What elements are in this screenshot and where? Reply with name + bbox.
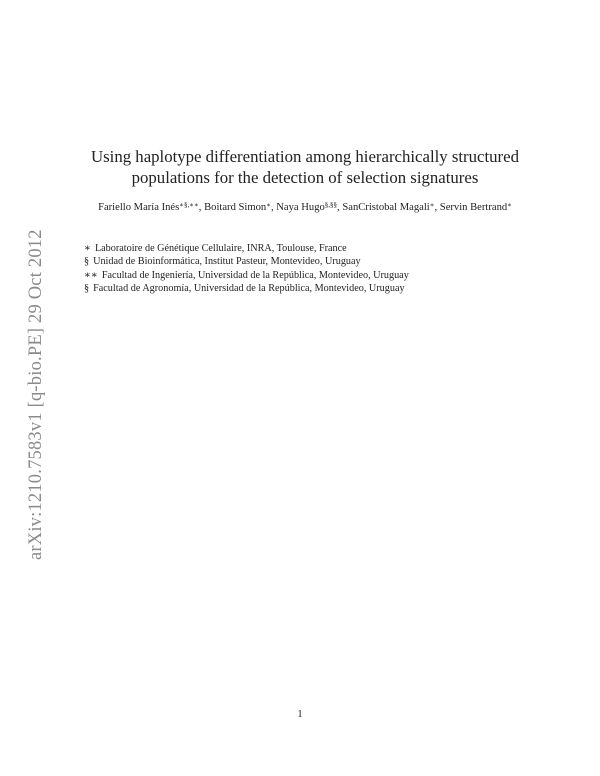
affiliation-mark: ∗∗ xyxy=(84,269,98,281)
author-list xyxy=(60,201,550,215)
affiliation-text: Unidad de Bioinformática, Institut Pasteur, Montevideo, Uruguay xyxy=(93,256,361,268)
affiliation-mark: § xyxy=(84,256,90,268)
paper-title xyxy=(60,146,550,188)
author-name: Servin Bertrand xyxy=(439,202,508,213)
author xyxy=(204,202,276,213)
author-name: SanCristobal Magali xyxy=(342,202,430,213)
affiliation-text: Facultad de Ingeniería, Universidad de la República, Montevideo, Uruguay xyxy=(101,269,409,281)
author-affiliation-marks: §,§§ xyxy=(324,201,338,209)
affiliation-text: Laboratoire de Génétique Cellulaire, INRA, Toulouse, France xyxy=(94,243,347,254)
author-name: Fariello María Inés xyxy=(98,202,180,213)
affiliation-list xyxy=(84,242,409,295)
page-number: 1 xyxy=(297,709,303,720)
affiliation-item xyxy=(84,282,409,295)
author-separator: , xyxy=(270,202,277,213)
author-affiliation-marks: ∗ xyxy=(266,201,271,209)
title-line-1: Using haplotype differentiation among hierarchically structured xyxy=(91,147,519,166)
affiliation-item xyxy=(84,242,409,255)
affiliation-mark: § xyxy=(84,282,90,294)
affiliation-item xyxy=(84,255,409,268)
author xyxy=(98,202,204,213)
author xyxy=(276,202,342,213)
author-name: Naya Hugo xyxy=(276,202,325,213)
affiliation-item xyxy=(84,269,409,282)
author-affiliation-marks: ∗§,∗∗ xyxy=(179,201,199,209)
author-separator: , xyxy=(434,202,440,213)
author-affiliation-marks: ∗ xyxy=(507,201,512,209)
author-affiliation-marks: ∗ xyxy=(429,201,435,209)
affiliation-mark: ∗ xyxy=(84,243,91,254)
arxiv-identifier-stamp: arXiv:1210.7583v1 [q-bio.PE] 29 Oct 2012 xyxy=(26,229,46,560)
author xyxy=(342,202,439,213)
author-separator: , xyxy=(198,202,205,213)
author-separator: , xyxy=(337,202,343,213)
title-line-2: populations for the detection of selection signatures xyxy=(131,168,479,187)
author-name: Boitard Simon xyxy=(204,202,267,213)
author xyxy=(440,202,512,213)
affiliation-text: Facultad de Agronomía, Universidad de la República, Montevideo, Uruguay xyxy=(93,282,405,294)
